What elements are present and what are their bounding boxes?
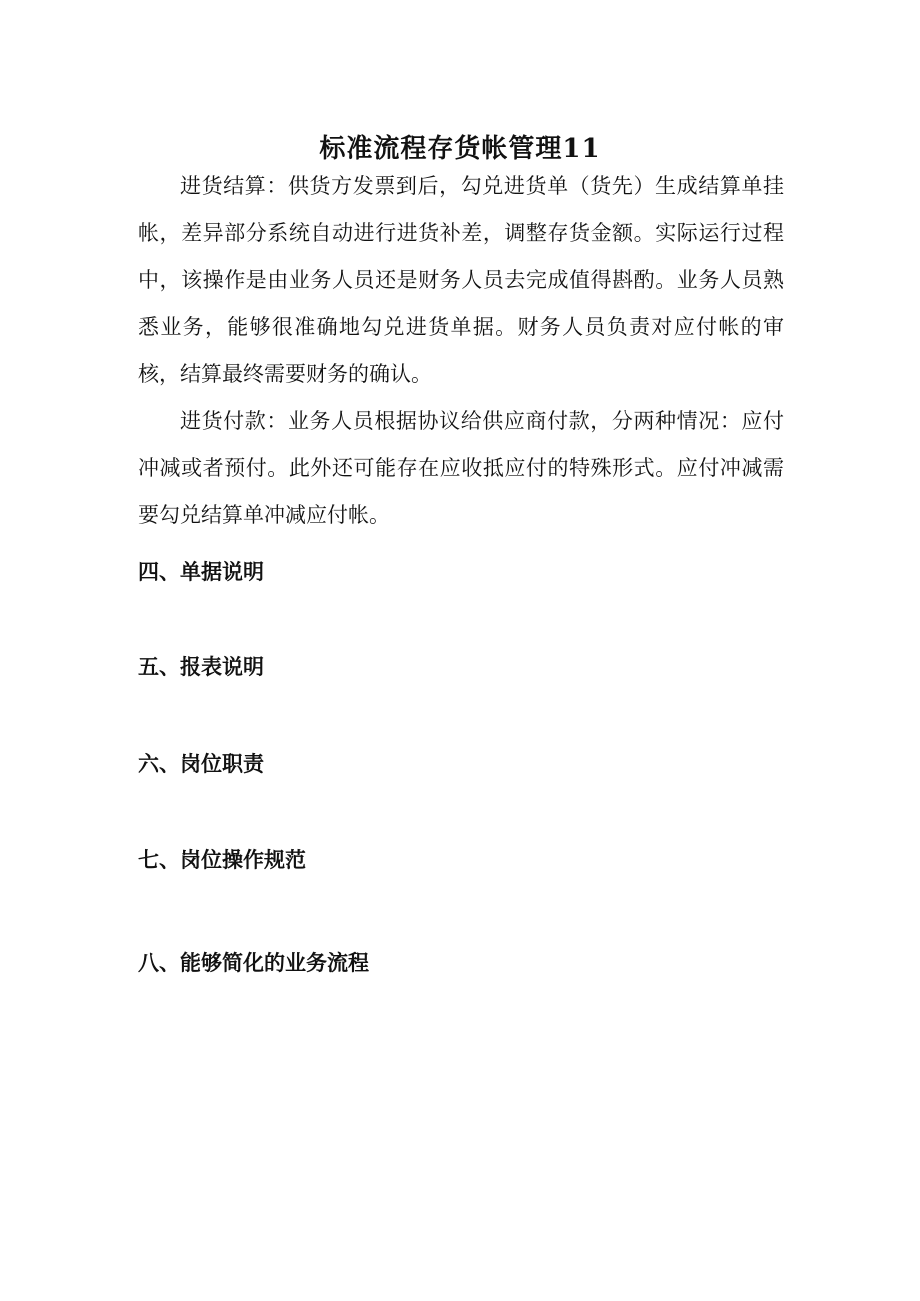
paragraph-purchase-payment: 进货付款：业务人员根据协议给供应商付款，分两种情况：应付冲减或者预付。此外还可能存在应收抵应付的特殊形式。应付冲减需要勾兑结算单冲减应付帐。 xyxy=(138,409,784,527)
document-title: 标准流程存货帐管理11 xyxy=(319,134,601,165)
section-heading-duties: 六、岗位职责 xyxy=(138,751,264,776)
section-heading-procedures: 七、岗位操作规范 xyxy=(138,847,306,872)
section-heading-documents: 四、单据说明 xyxy=(138,559,264,584)
paragraph-purchase-settlement: 进货结算：供货方发票到后，勾兑进货单（货先）生成结算单挂帐，差异部分系统自动进行进货补差，调整存货金额。实际运行过程中，该操作是由业务人员还是财务人员去完成值得斟酌。业务人员熟悉业务，能够很准确地勾兑进货单据。财务人员负责对应付帐的审核，结算最终需要财务的确认。 xyxy=(138,174,784,386)
section-heading-simplification: 八、能够简化的业务流程 xyxy=(138,950,369,975)
section-heading-reports: 五、报表说明 xyxy=(138,654,264,679)
